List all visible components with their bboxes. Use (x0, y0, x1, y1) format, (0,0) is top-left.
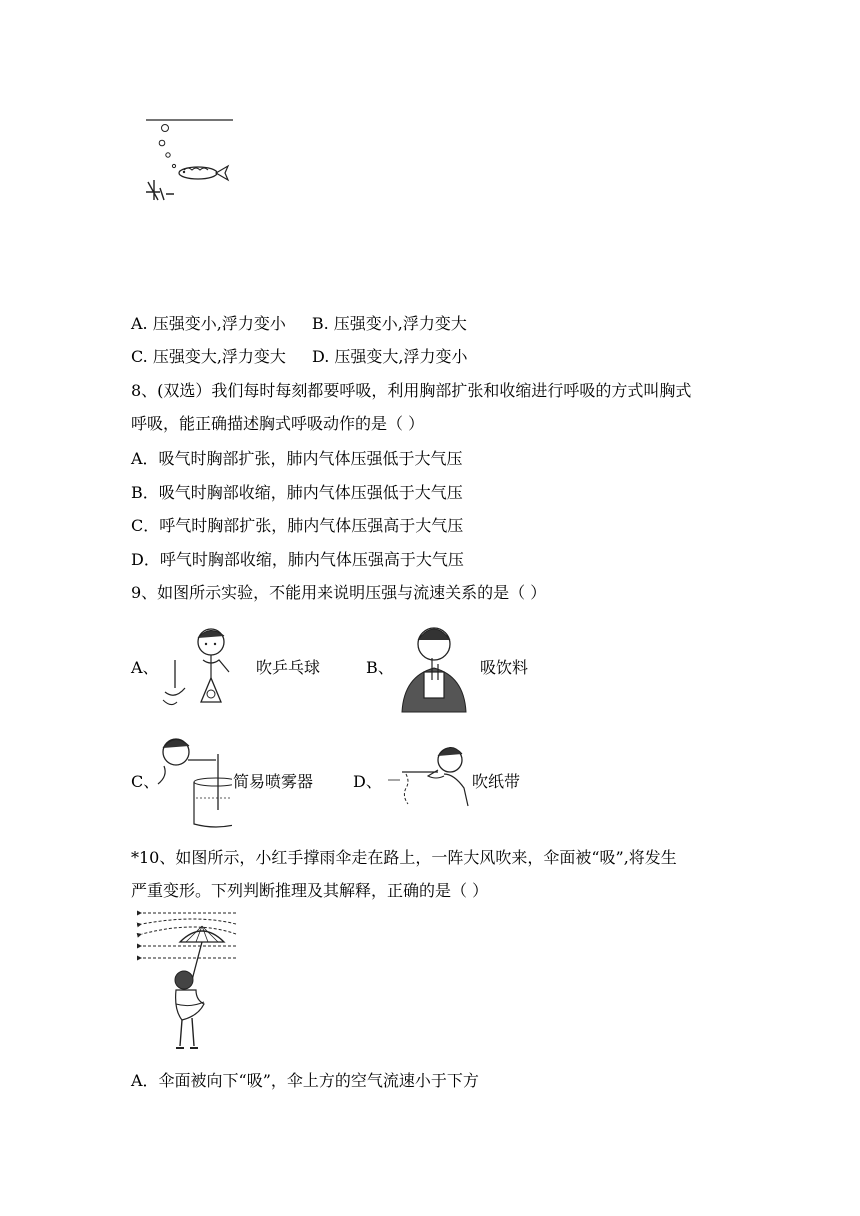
q9-option-a-letter[interactable]: A、 (131, 658, 159, 677)
q9-stem: 9、如图所示实验，不能用来说明压强与流速关系的是（ ） (131, 583, 547, 602)
blow-paper-strip-figure (384, 744, 474, 810)
q9-option-b-letter[interactable]: B、 (366, 658, 394, 677)
q8-stem-line-2: 呼吸，能正确描述胸式呼吸动作的是（ ） (131, 414, 425, 433)
q8-option-b[interactable]: B．吸气时胸部收缩，肺内气体压强低于大气压 (131, 483, 463, 502)
q7-option-d[interactable]: D. 压强变大,浮力变小 (311, 347, 468, 366)
q7-option-c[interactable]: C. 压强变大,浮力变大 (131, 347, 286, 366)
q8-option-c[interactable]: C．呼气时胸部扩张，肺内气体压强高于大气压 (131, 516, 464, 535)
umbrella-wind-figure (136, 904, 246, 1056)
q8-stem-line-1: 8、(双选）我们每时每刻都要呼吸，利用胸部扩张和收缩进行呼吸的方式叫胸式 (131, 381, 692, 400)
q7-options-row-2 (131, 347, 467, 367)
q9-option-c-letter[interactable]: C、 (131, 772, 160, 791)
q10-option-a[interactable]: A．伞面被向下“吸”，伞上方的空气流速小于下方 (131, 1071, 479, 1090)
q7-option-b[interactable]: B. 压强变小,浮力变大 (311, 314, 467, 333)
q9-option-b-caption: 吸饮料 (480, 658, 529, 677)
simple-sprayer-figure (152, 732, 232, 832)
q9-option-d-caption: 吹纸带 (472, 772, 521, 791)
q9-option-c-caption: 简易喷雾器 (233, 772, 314, 791)
q10-stem-line-1: *10、如图所示，小红手撑雨伞走在路上，一阵大风吹来，伞面被“吸”,将发生 (131, 848, 677, 867)
fish-bubbles-figure (140, 112, 240, 207)
blow-ping-pong-figure (153, 620, 253, 712)
q10-stem-line-2: 严重变形。下列判断推理及其解释，正确的是（ ） (131, 881, 489, 900)
q9-option-a-caption: 吹乒乓球 (256, 658, 321, 677)
q7-options-row-1 (131, 314, 467, 334)
q7-option-a[interactable]: A. 压强变小,浮力变小 (131, 314, 286, 333)
q9-option-d-letter[interactable]: D、 (353, 772, 382, 791)
sip-drink-figure (396, 620, 472, 714)
q8-option-a[interactable]: A．吸气时胸部扩张，肺内气体压强低于大气压 (131, 449, 463, 468)
q8-option-d[interactable]: D．呼气时胸部收缩，肺内气体压强高于大气压 (131, 550, 464, 569)
